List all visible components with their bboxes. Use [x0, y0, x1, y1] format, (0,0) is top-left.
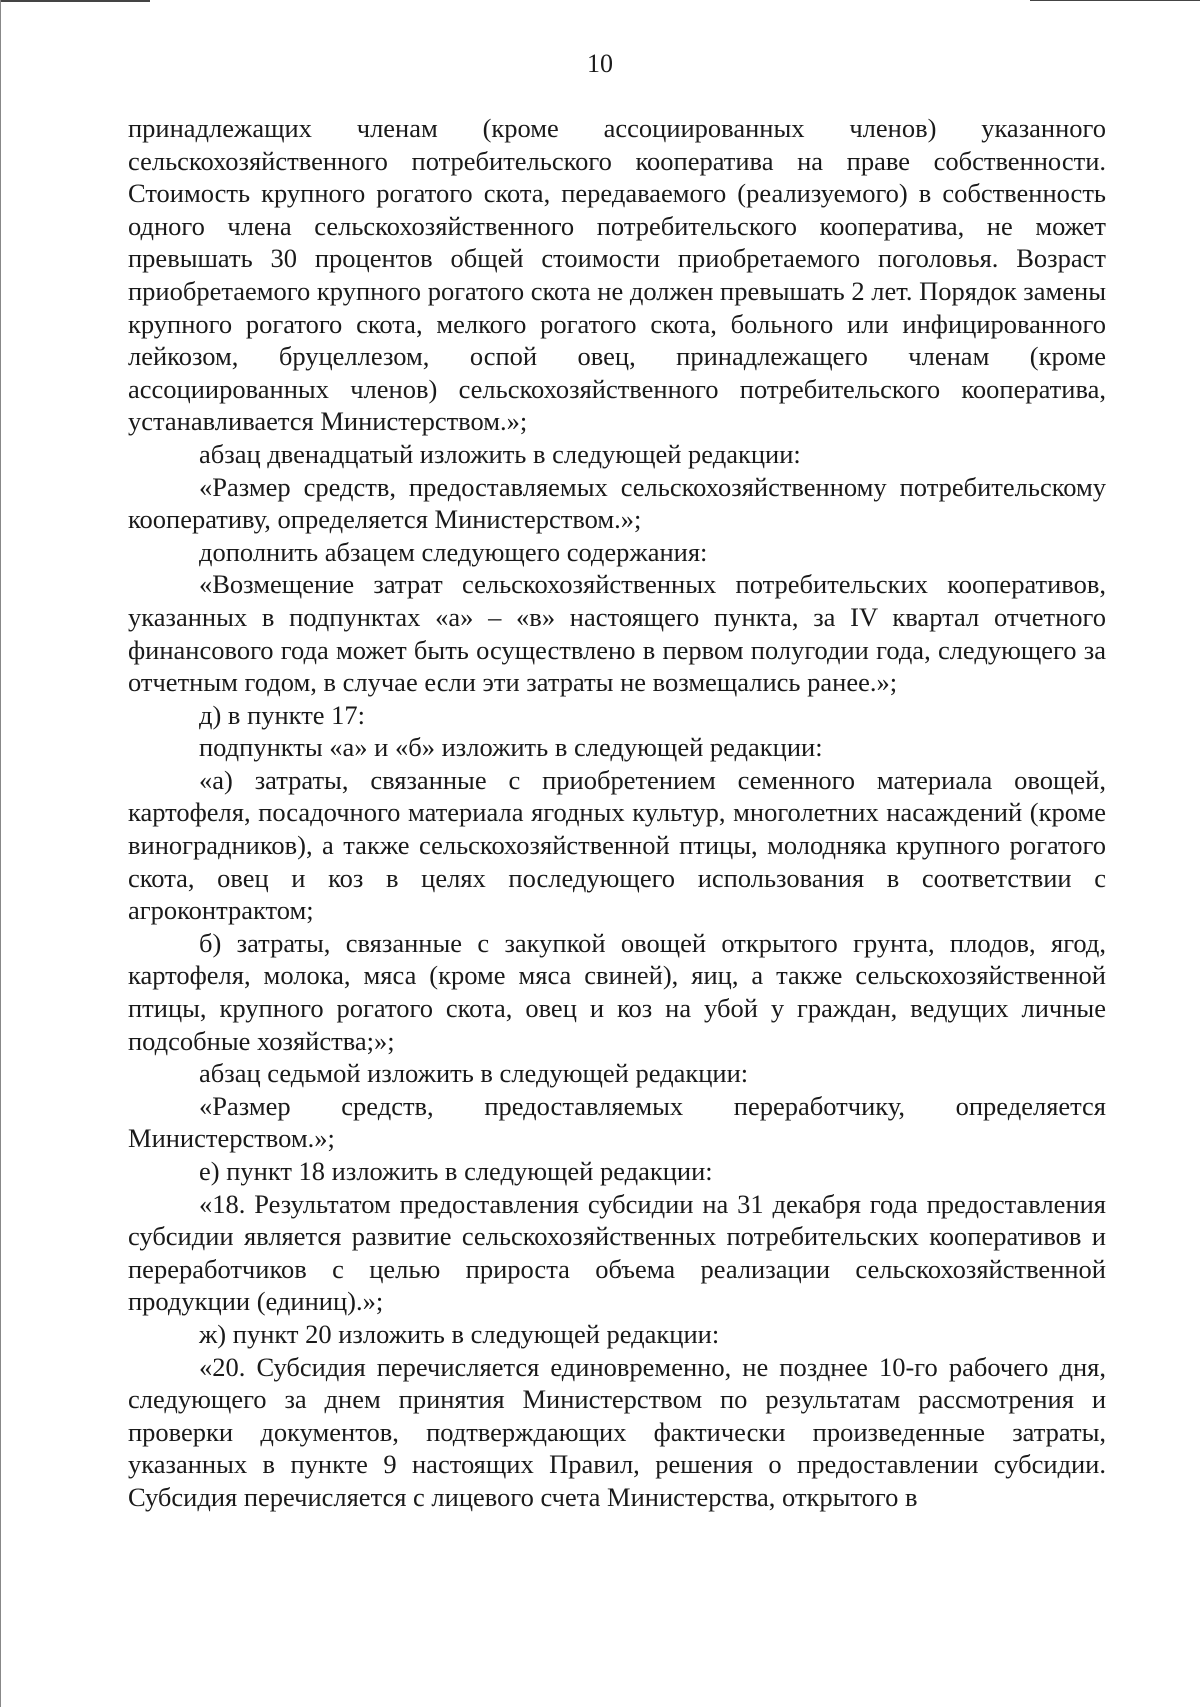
- scan-border-top-left: [0, 0, 150, 2]
- paragraph-subpoints-a-b: подпункты «а» и «б» изложить в следующей редакции:: [199, 732, 823, 763]
- scan-border-left: [0, 0, 1, 1707]
- paragraph-point-17: д) в пункте 17:: [199, 699, 366, 730]
- paragraph-quote-point-20: «20. Субсидия перечисляется единовременно, не позднее 10-го рабочего дня, следующего за днем принятия Министерством по результатам рассмотрения и проверки документов, подтверждающих фактически произведенные затраты, указанных в пункте 9 настоящих Правил, решения о предоставлении субсидии. Субсидия перечисляется с лицевого счета Министерства, открытого в: [128, 1351, 1106, 1512]
- paragraph-quote-size-processor: «Размер средств, предоставляемых переработчику, определяется Министерством.»;: [128, 1090, 1106, 1154]
- paragraph-amendment-twelfth: абзац двенадцатый изложить в следующей редакции:: [199, 438, 801, 469]
- paragraph-quote-reimbursement: «Возмещение затрат сельскохозяйственных потребительских кооперативов, указанных в подпунктах «а» – «в» настоящего пункта, за IV квартал отчетного финансового года может быть осуществлено в первом полугодии года, следующего за отчетным годом, в случае если эти затраты не возмещались ранее.»;: [128, 569, 1106, 698]
- page-number: 10: [587, 49, 613, 78]
- paragraph-quote-point-18: «18. Результатом предоставления субсидии на 31 декабря года предоставления субсидии является развитие сельскохозяйственных потребительских кооперативов и переработчиков с целью прироста объема реализации сельскохозяйственной продукции (единиц).»;: [128, 1188, 1106, 1317]
- paragraph-continuation: принадлежащих членам (кроме ассоциированных членов) указанного сельскохозяйственного потребительского кооператива на праве собственности. Стоимость крупного рогатого скота, передаваемого (реализуемого) в собственность одного члена сельскохозяйственного потребительского кооператива, не может превышать 30 процентов общей стоимости приобретаемого поголовья. Возраст приобретаемого крупного рогатого скота не должен превышать 2 лет. Порядок замены крупного рогатого скота, мелкого рогатого скота, больного или инфицированного лейкозом, бруцеллезом, оспой овец, принадлежащего членам (кроме ассоциированных членов) сельскохозяйственного потребительского кооператива, устанавливается Министерством.»;: [128, 113, 1106, 437]
- paragraph-supplement: дополнить абзацем следующего содержания:: [199, 536, 708, 567]
- paragraph-quote-size-cooperative: «Размер средств, предоставляемых сельскохозяйственному потребительскому кооперативу, определяется Министерством.»;: [128, 471, 1106, 535]
- document-body: [128, 112, 1106, 1514]
- paragraph-subpoint-a: «а) затраты, связанные с приобретением семенного материала овощей, картофеля, посадочного материала ягодных культур, многолетних насаждений (кроме виноградников), а также сельскохозяйственной птицы, молодняка крупного рогатого скота, овец и коз в целях последующего использования в соответствии с агроконтрактом;: [128, 764, 1106, 926]
- paragraph-point-20: ж) пункт 20 изложить в следующей редакции:: [199, 1318, 720, 1349]
- scan-border-top-right: [1030, 0, 1200, 1]
- paragraph-point-18: е) пункт 18 изложить в следующей редакции:: [199, 1156, 713, 1186]
- paragraph-amendment-seventh: абзац седьмой изложить в следующей редакции:: [199, 1058, 749, 1089]
- paragraph-subpoint-b: б) затраты, связанные с закупкой овощей открытого грунта, плодов, ягод, картофеля, молока, мяса (кроме мяса свиней), яиц, а также сельскохозяйственной птицы, крупного рогатого скота, овец и коз на убой у граждан, ведущих личные подсобные хозяйства;»;: [128, 927, 1106, 1056]
